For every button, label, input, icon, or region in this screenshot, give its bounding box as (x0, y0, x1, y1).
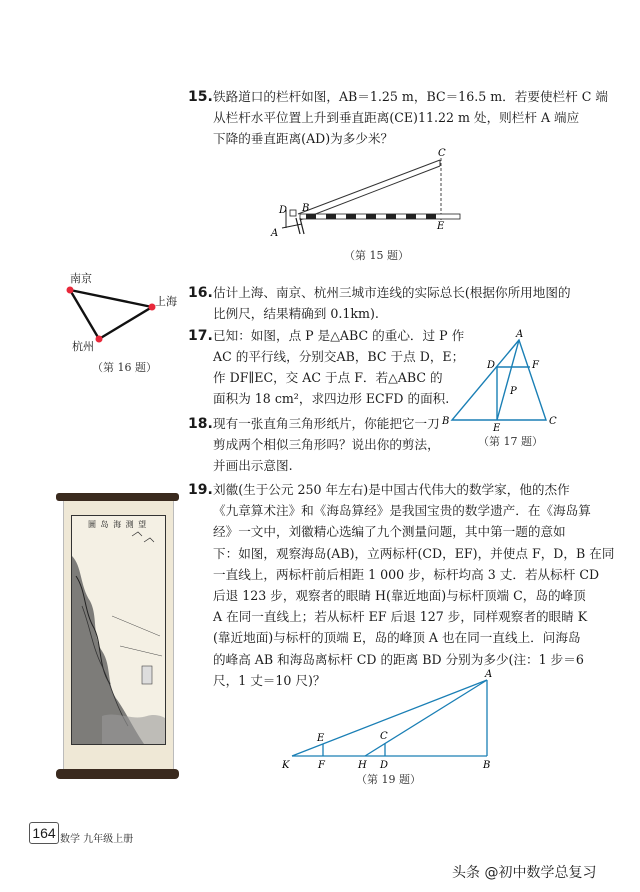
question-17-line-2: AC 的平行线，分别交AB，BC 于点 D，E； (213, 349, 465, 364)
question-19-line-4: 下：如图，观察海岛(AB)，立两标杆(CD，EF)，并使点 F，D，B 在同 (213, 545, 615, 561)
question-19-line-3: 经》一文中，刘徽精心选编了九个测量问题，其中第一题的意如 (213, 524, 566, 540)
fig15-label-c: C (438, 148, 446, 159)
question-18-line-3: 并画出示意图. (213, 458, 293, 473)
question-17-number: 17. (188, 328, 213, 344)
question-16-line-1: 估计上海、南京、杭州三城市连线的实际总长(根据你所用地图的 (213, 285, 571, 300)
fig17-label-a: A (516, 329, 524, 340)
question-17-caption: （第 17 题） (478, 435, 543, 448)
question-15-caption: （第 15 题） (344, 249, 409, 262)
question-19-line-9: 的峰高 AB 和海岛离标杆 CD 的距离 BD 分别为多少(注：1 步＝6 (213, 651, 584, 667)
question-18-line-2: 剪成两个相似三角形吗？说出你的剪法， (213, 437, 440, 452)
fig19-label-b: B (483, 760, 491, 771)
fig19-label-k: K (282, 760, 290, 771)
map-label-nanjing: 南京 (70, 272, 92, 285)
question-19-line-1: 刘徽(生于公元 250 年左右)是中国古代伟大的数学家，他的杰作 (213, 482, 570, 497)
question-19-line-2: 《九章算术注》和《海岛算经》是我国宝贵的数学遗产．在《海岛算 (213, 503, 591, 519)
fig17-label-e: E (493, 423, 501, 434)
fig15-label-d: D (279, 205, 288, 216)
map-label-hangzhou: 杭州 (72, 340, 94, 353)
question-15-line-2: 从栏杆水平位置上升到垂直距离(CE)11.22 m 处，则栏杆 A 端应 (213, 110, 580, 125)
question-16-line-2: 比例尺，结果精确到 0.1km). (213, 306, 379, 321)
question-17-line-1: 已知：如图，点 P 是△ABC 的重心．过 P 作 (213, 328, 465, 343)
question-15-line-3: 下降的垂直距离(AD)为多少米？ (213, 131, 394, 146)
fig19-label-d: D (380, 760, 389, 771)
fig15-label-a: A (271, 228, 279, 239)
question-19-number: 19. (188, 482, 213, 498)
question-19-line-7: A 在同一直线上；若从标杆 EF 后退 127 步，同样观察者的眼睛 K (213, 609, 588, 625)
watermark: 头条 @初中数学总复习 (452, 865, 597, 881)
question-15-line-1: 铁路道口的栏杆如图，AB＝1.25 m，BC＝16.5 m．若要使栏杆 C 端 (213, 89, 608, 104)
scroll-title: 圖 岛 海 測 望 (88, 520, 148, 529)
question-18-line-1: 现有一张直角三角形纸片，你能把它一刀 (213, 416, 440, 431)
question-18-number: 18. (188, 416, 213, 432)
question-17-line-4: 面积为 18 cm²，求四边形 ECFD 的面积. (213, 391, 450, 406)
fig15-label-e: E (437, 221, 445, 232)
fig19-label-e: E (317, 733, 325, 744)
fig17-label-b: B (442, 416, 450, 427)
fig17-label-p: P (510, 386, 517, 397)
question-15-number: 15. (188, 89, 213, 105)
question-19-line-5: 一直线上，两标杆前后相距 1 000 步，标杆均高 3 丈．若从标杆 CD (213, 566, 600, 582)
fig19-label-f: F (318, 760, 325, 771)
fig19-label-a: A (485, 669, 493, 680)
page-number: 164 (29, 822, 59, 844)
fig19-label-h: H (358, 760, 367, 771)
map-label-shanghai: 上海 (155, 295, 177, 308)
fig17-label-d: D (487, 360, 496, 371)
fig17-label-c: C (549, 416, 557, 427)
question-19-caption: （第 19 题） (356, 773, 421, 786)
question-16-number: 16. (188, 285, 213, 301)
fig15-label-b: B (302, 203, 310, 214)
fig17-label-f: F (532, 360, 539, 371)
fig19-label-c: C (380, 731, 388, 742)
question-16-caption: （第 16 题） (92, 361, 157, 374)
question-19-line-10: 尺，1 丈＝10 尺)？ (213, 672, 326, 688)
question-19-line-8: (靠近地面)与标杆的顶端 E，岛的峰顶 A 也在同一直线上．问海岛 (213, 630, 581, 646)
footer-subject: 数学 九年级上册 (60, 834, 134, 845)
question-17-line-3: 作 DF∥EC，交 AC 于点 F．若△ABC 的 (213, 370, 443, 385)
question-19-line-6: 后退 123 步，观察者的眼睛 H(靠近地面)与标杆顶端 C，岛的峰顶 (213, 588, 586, 604)
